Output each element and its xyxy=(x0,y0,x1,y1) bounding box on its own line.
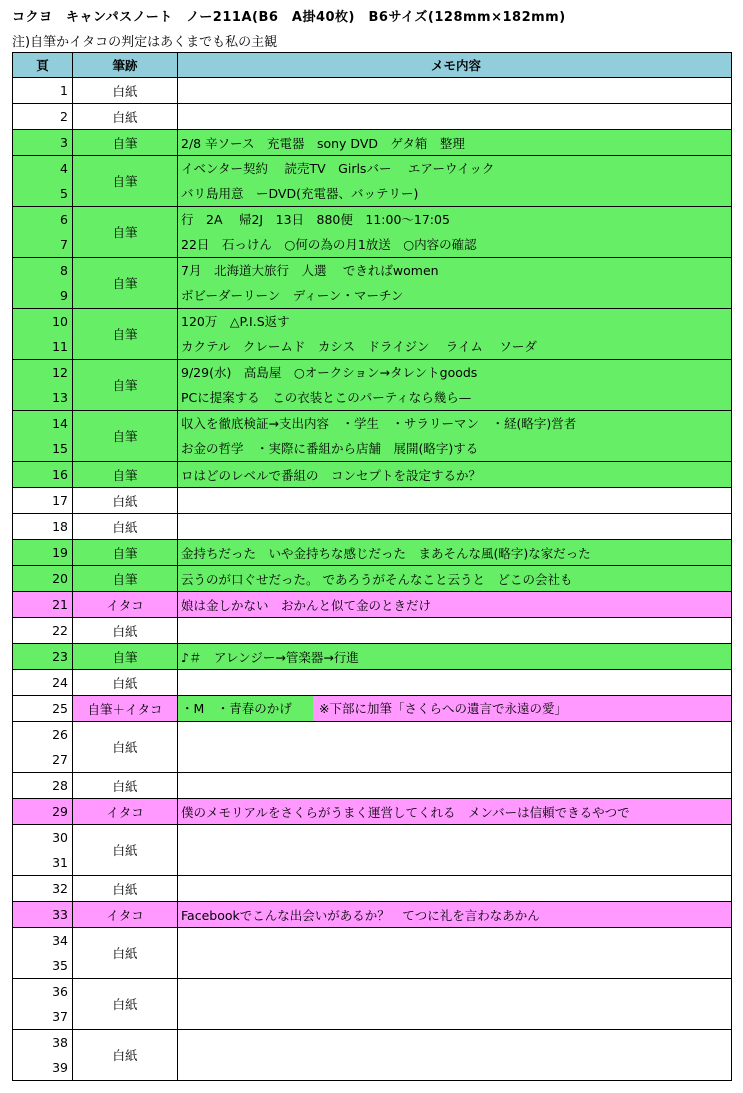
header-memo: メモ内容 xyxy=(178,53,732,78)
table-row xyxy=(13,360,732,411)
memo-cell xyxy=(178,104,732,130)
memo-line: イベンター契約 読売TV Girlsバー エアーウイック xyxy=(181,161,495,176)
memo-line: お金の哲学 ・実際に番組から店舗 展開(略字)する xyxy=(181,441,479,456)
memo-line: 収入を徹底検証→支出内容 ・学生 ・サラリーマン ・経(略字)営者 xyxy=(181,416,577,431)
memo-cell xyxy=(178,670,732,696)
table-row xyxy=(13,462,732,488)
handwriting-type-cell: 白紙 xyxy=(73,1030,178,1081)
table-row xyxy=(13,825,732,876)
table-row xyxy=(13,258,732,309)
page-number: 4 xyxy=(60,161,68,176)
table-row xyxy=(13,207,732,258)
page-number: 26 xyxy=(52,727,68,742)
memo-cell: 金持ちだった いや金持ちな感じだった まあそんな風(略字)な家だった xyxy=(178,540,732,566)
table-row xyxy=(13,566,732,592)
memo-cell xyxy=(178,156,732,207)
page-number: 9 xyxy=(60,288,68,303)
page-number-cell: 18 xyxy=(13,514,73,540)
page-number: 36 xyxy=(52,984,68,999)
memo-cell xyxy=(178,207,732,258)
page-number: 14 xyxy=(52,416,68,431)
memo-cell xyxy=(178,258,732,309)
table-row xyxy=(13,411,732,462)
memo-cell xyxy=(178,488,732,514)
handwriting-type-cell: イタコ xyxy=(73,799,178,825)
table-row xyxy=(13,644,732,670)
page-number-cell: 25 xyxy=(13,696,73,722)
page-number: 30 xyxy=(52,830,68,845)
memo-line: 7月 北海道大旅行 人選 できればwomen xyxy=(181,263,439,278)
page-number: 6 xyxy=(60,212,68,227)
memo-cell xyxy=(178,360,732,411)
table-row xyxy=(13,618,732,644)
memo-cell xyxy=(178,78,732,104)
memo-text-addendum: ※下部に加筆「さくらへの遺言で永遠の愛」 xyxy=(313,696,731,721)
page-number-cell: 1 xyxy=(13,78,73,104)
table-row xyxy=(13,696,732,722)
page-number: 27 xyxy=(52,752,68,767)
table-row xyxy=(13,876,732,902)
header-handwriting: 筆跡 xyxy=(73,53,178,78)
table-header-row xyxy=(13,53,732,78)
handwriting-type-cell: 自筆 xyxy=(73,156,178,207)
table-row xyxy=(13,592,732,618)
handwriting-type-cell: 白紙 xyxy=(73,928,178,979)
handwriting-type-cell: 自筆＋イタコ xyxy=(73,696,178,722)
memo-cell: 2/8 辛ソース 充電器 sony DVD ゲタ箱 整理 xyxy=(178,130,732,156)
page-number-cell xyxy=(13,258,73,309)
page-number-cell: 29 xyxy=(13,799,73,825)
handwriting-type-cell: 自筆 xyxy=(73,411,178,462)
page-number-cell xyxy=(13,309,73,360)
page-number: 13 xyxy=(52,390,68,405)
memo-cell xyxy=(178,618,732,644)
handwriting-type-cell: イタコ xyxy=(73,592,178,618)
page-number-cell: 20 xyxy=(13,566,73,592)
memo-cell xyxy=(178,928,732,979)
handwriting-type-cell: 自筆 xyxy=(73,644,178,670)
table-body xyxy=(13,78,732,1081)
page-number: 10 xyxy=(52,314,68,329)
handwriting-type-cell: イタコ xyxy=(73,902,178,928)
judgement-note: 注)自筆かイタコの判定はあくまでも私の主観 xyxy=(12,35,278,50)
memo-cell xyxy=(178,696,732,722)
page-number-cell: 21 xyxy=(13,592,73,618)
memo-line: 行 2A 帰2J 13日 880便 11:00～17:05 xyxy=(181,212,450,227)
memo-line: 22日 石っけん ○何の為の月1放送 ○内容の確認 xyxy=(181,237,477,252)
document-title: コクヨ キャンパスノート ノー211A(B6 A掛40枚) B6サイズ(128mm×182mm) xyxy=(12,10,566,25)
memo-cell xyxy=(178,825,732,876)
page-number-cell: 19 xyxy=(13,540,73,566)
table-row xyxy=(13,979,732,1030)
handwriting-type-cell: 白紙 xyxy=(73,876,178,902)
page-number: 31 xyxy=(52,855,68,870)
table-row xyxy=(13,902,732,928)
table-row xyxy=(13,928,732,979)
page-number-cell: 16 xyxy=(13,462,73,488)
memo-table xyxy=(12,52,732,1081)
page-number: 38 xyxy=(52,1035,68,1050)
table-row xyxy=(13,130,732,156)
memo-cell: 云うのが口ぐせだった。 であろうがそんなこと云うと どこの会社も xyxy=(178,566,732,592)
table-row xyxy=(13,773,732,799)
memo-cell xyxy=(178,876,732,902)
handwriting-type-cell: 自筆 xyxy=(73,207,178,258)
handwriting-type-cell: 自筆 xyxy=(73,566,178,592)
handwriting-type-cell: 白紙 xyxy=(73,670,178,696)
page-number: 7 xyxy=(60,237,68,252)
memo-cell xyxy=(178,411,732,462)
handwriting-type-cell: 自筆 xyxy=(73,540,178,566)
handwriting-type-cell: 白紙 xyxy=(73,104,178,130)
memo-text-self: ・M ・青春のかげ xyxy=(178,696,313,721)
table-row xyxy=(13,670,732,696)
page-number: 12 xyxy=(52,365,68,380)
table-row xyxy=(13,488,732,514)
table-row xyxy=(13,309,732,360)
page-number-cell: 22 xyxy=(13,618,73,644)
table-row xyxy=(13,156,732,207)
table-row xyxy=(13,799,732,825)
memo-cell: ♪＃ アレンジー→管楽器→行進 xyxy=(178,644,732,670)
table-row xyxy=(13,514,732,540)
handwriting-type-cell: 自筆 xyxy=(73,130,178,156)
page-number-cell: 2 xyxy=(13,104,73,130)
page-number-cell: 28 xyxy=(13,773,73,799)
page-number-cell xyxy=(13,722,73,773)
handwriting-type-cell: 白紙 xyxy=(73,722,178,773)
handwriting-type-cell: 自筆 xyxy=(73,462,178,488)
memo-cell: Facebookでこんな出会いがあるか？ てつに礼を言わなあかん xyxy=(178,902,732,928)
page-number-cell: 33 xyxy=(13,902,73,928)
page-number: 15 xyxy=(52,441,68,456)
memo-cell: 僕のメモリアルをさくらがうまく運営してくれる メンバーは信頼できるやつで xyxy=(178,799,732,825)
handwriting-type-cell: 白紙 xyxy=(73,979,178,1030)
page-number: 8 xyxy=(60,263,68,278)
table-row xyxy=(13,722,732,773)
page-number-cell xyxy=(13,360,73,411)
handwriting-type-cell: 自筆 xyxy=(73,309,178,360)
memo-cell xyxy=(178,514,732,540)
table-row xyxy=(13,104,732,130)
memo-line: ボビーダーリーン ディーン・マーチン xyxy=(181,288,404,303)
table-row xyxy=(13,1030,732,1081)
handwriting-type-cell: 自筆 xyxy=(73,258,178,309)
page-number-cell xyxy=(13,979,73,1030)
page-number-cell: 32 xyxy=(13,876,73,902)
memo-cell xyxy=(178,309,732,360)
page-number: 34 xyxy=(52,933,68,948)
page-number: 11 xyxy=(52,339,68,354)
page-number-cell xyxy=(13,156,73,207)
page-number-cell xyxy=(13,207,73,258)
memo-cell: 娘は金しかない おかんと似て金のときだけ xyxy=(178,592,732,618)
page-number-cell: 17 xyxy=(13,488,73,514)
page-number: 39 xyxy=(52,1060,68,1075)
memo-cell xyxy=(178,1030,732,1081)
handwriting-type-cell: 白紙 xyxy=(73,773,178,799)
memo-line: 120万 △P.I.S返す xyxy=(181,314,290,329)
memo-line: PCに提案する この衣装とこのパーティなら幾ら— xyxy=(181,390,472,405)
handwriting-type-cell: 白紙 xyxy=(73,825,178,876)
page-number: 35 xyxy=(52,958,68,973)
page-number-cell xyxy=(13,825,73,876)
page-number-cell xyxy=(13,928,73,979)
page-number-cell: 3 xyxy=(13,130,73,156)
page-number-cell: 23 xyxy=(13,644,73,670)
page-number: 37 xyxy=(52,1009,68,1024)
handwriting-type-cell: 白紙 xyxy=(73,618,178,644)
handwriting-type-cell: 白紙 xyxy=(73,78,178,104)
page-number-cell xyxy=(13,411,73,462)
page-number-cell xyxy=(13,1030,73,1081)
memo-cell xyxy=(178,722,732,773)
handwriting-type-cell: 白紙 xyxy=(73,488,178,514)
memo-line: 9/29(水) 高島屋 ○オークション→タレントgoods xyxy=(181,365,478,380)
table-row xyxy=(13,78,732,104)
handwriting-type-cell: 白紙 xyxy=(73,514,178,540)
memo-cell: ロはどのレベルで番組の コンセプトを設定するか？ xyxy=(178,462,732,488)
page-number: 5 xyxy=(60,186,68,201)
page-number-cell: 24 xyxy=(13,670,73,696)
header-page: 頁 xyxy=(13,53,73,78)
memo-cell xyxy=(178,979,732,1030)
handwriting-type-cell: 自筆 xyxy=(73,360,178,411)
table-row xyxy=(13,540,732,566)
memo-line: カクテル クレームド カシス ドライジン ライム ソーダ xyxy=(181,339,537,354)
memo-line: バリ島用意 ーDVD(充電器、バッテリー) xyxy=(181,186,419,201)
memo-cell xyxy=(178,773,732,799)
